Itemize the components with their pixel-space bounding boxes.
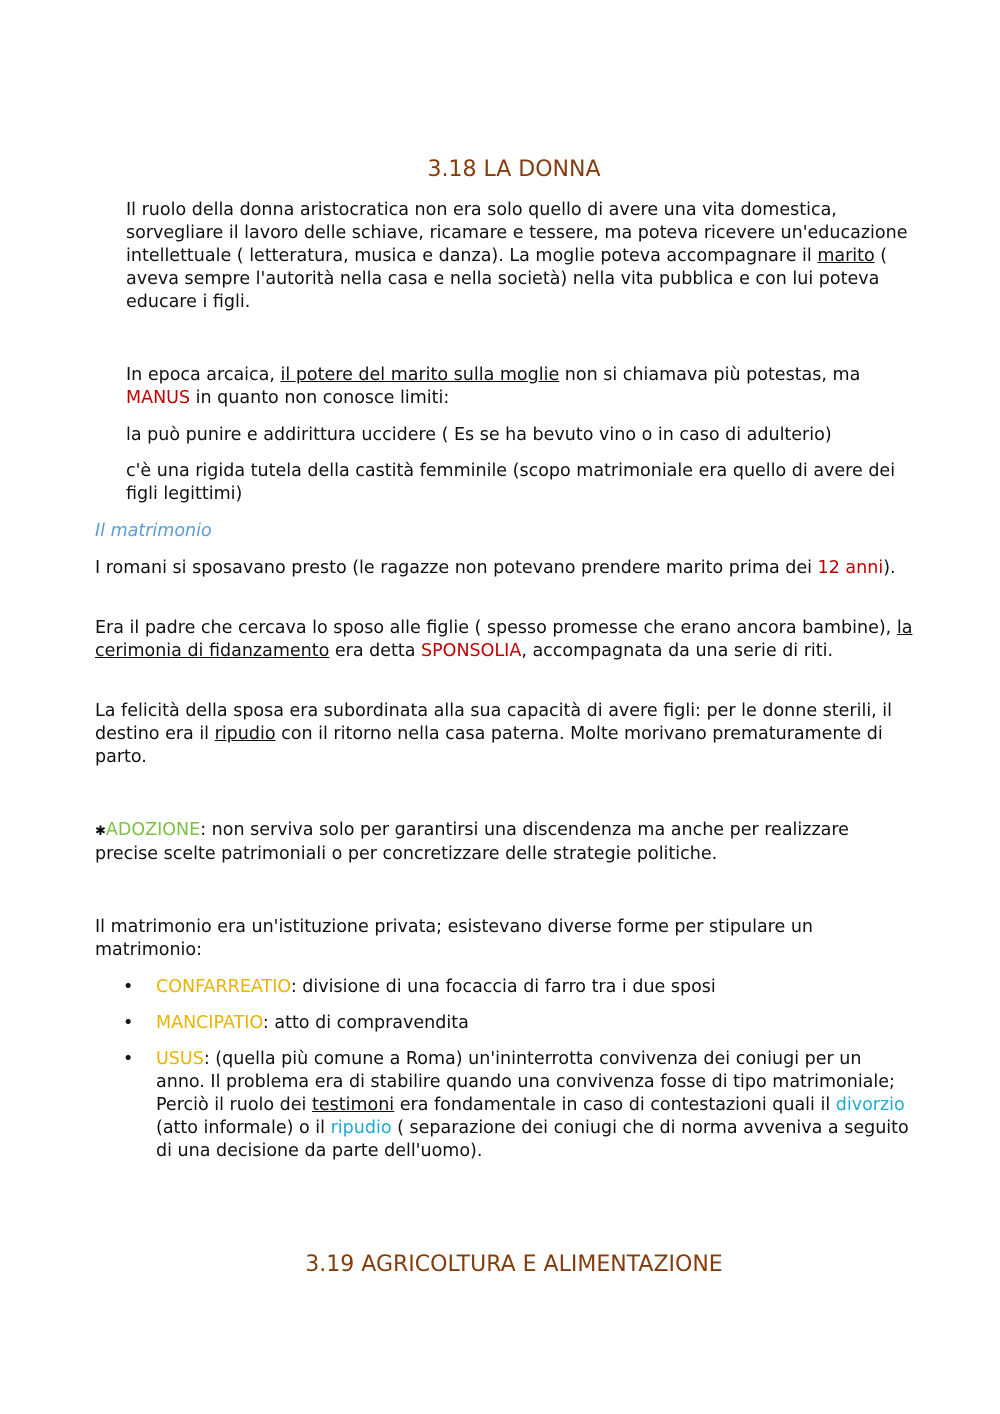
term-12-anni: 12 anni (817, 558, 884, 578)
paragraph-punire: la può punire e addirittura uccidere ( Es se ha bevuto vino o in caso di adulterio) (126, 425, 832, 445)
paragraph-felicita: La felicità della sposa era subordinata alla sua capacità di avere figli: per le donne sterili, il destino era il ripudio con il ritorno nella casa paterna. Molte morivano prematuramente di parto. (95, 701, 893, 767)
term-adozione: ADOZIONE (105, 820, 201, 840)
list-item: • USUS: (quella più comune a Roma) un'ininterrotta convivenza dei coniugi per un anno. Il problema era di stabilire quando una convivenza fosse di tipo matrimoniale; Perciò il ruolo dei testimoni era fondamentale in caso di contestazioni quali il divorzio (atto informale) o il ripudio ( separazione dei coniugi che di norma avveniva a seguito di una decisione da parte dell'uomo). (123, 1049, 909, 1161)
forme-matrimonio-list (95, 976, 915, 1176)
term-mancipatio: MANCIPATIO (156, 1013, 263, 1033)
list-item: • MANCIPATIO: atto di compravendita (123, 1013, 469, 1033)
term-usus: USUS (156, 1049, 204, 1069)
paragraph-donna-ruolo: Il ruolo della donna aristocratica non era solo quello di avere una vita domestica, sorvegliare il lavoro delle schiave, ricamare e tessere, ma poteva ricevere un'educazione intellettuale ( letteratura, musica e danza). La moglie poteva accompagnare il marito ( aveva sempre l'autorità nella casa e nella società) nella vita pubblica e con lui poteva educare i figli. (126, 200, 908, 312)
term-ripudio: ripudio (330, 1118, 392, 1138)
paragraph-sposavano: I romani si sposavano presto (le ragazze non potevano prendere marito prima dei 12 anni). (95, 558, 896, 578)
term-confarreatio: CONFARREATIO (156, 977, 291, 997)
bullet-icon: • (123, 1049, 134, 1069)
star-icon: ✱ (95, 824, 106, 839)
subheading-matrimonio: Il matrimonio (95, 521, 212, 541)
paragraph-adozione: ✱ADOZIONE: non serviva solo per garantirsi una discendenza ma anche per realizzare precise scelte patrimoniali o per concretizzare delle strategie politiche. (95, 820, 849, 864)
section-heading-3-19: 3.19 AGRICOLTURA E ALIMENTAZIONE (305, 1252, 723, 1277)
paragraph-castita: c'è una rigida tutela della castità femminile (scopo matrimoniale era quello di avere dei figli legittimi) (126, 461, 896, 504)
bullet-icon: • (123, 1013, 134, 1033)
term-sponsolia: SPONSOLIA (421, 641, 522, 661)
paragraph-epoca-arcaica: In epoca arcaica, il potere del marito sulla moglie non si chiamava più potestas, ma MANUS in quanto non conosce limiti: (126, 365, 861, 408)
list-item: • CONFARREATIO: divisione di una focaccia di farro tra i due sposi (123, 977, 716, 997)
underlined-marito: marito (817, 246, 875, 266)
term-divorzio: divorzio (835, 1095, 905, 1115)
paragraph-istituzione-privata: Il matrimonio era un'istituzione privata; esistevano diverse forme per stipulare un matrimonio: (95, 917, 813, 960)
term-manus: MANUS (126, 388, 191, 408)
paragraph-padre-sposo: Era il padre che cercava lo sposo alle figlie ( spesso promesse che erano ancora bambine), la cerimonia di fidanzamento era detta SPONSOLIA, accompagnata da una serie di riti. (95, 618, 913, 661)
bullet-icon: • (123, 977, 134, 997)
section-heading-3-18: 3.18 LA DONNA (427, 157, 601, 182)
underlined-cerimonia: la cerimonia di fidanzamento (95, 618, 913, 661)
underlined-potere: il potere del marito sulla moglie (280, 365, 560, 385)
underlined-ripudio: ripudio (214, 724, 276, 744)
underlined-testimoni: testimoni (311, 1095, 395, 1115)
